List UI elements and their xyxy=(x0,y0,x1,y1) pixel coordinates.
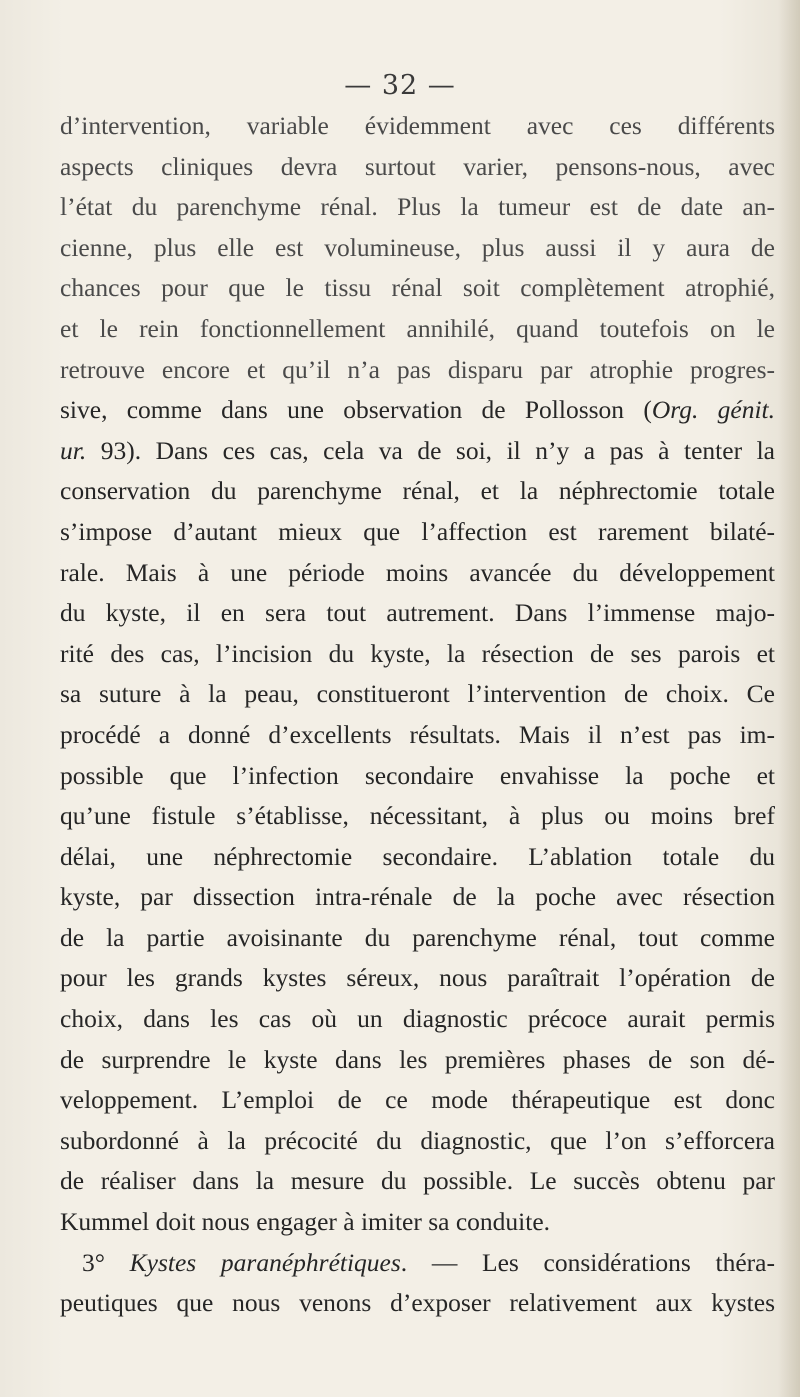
text-line: aspects cliniques devra surtout varier, pensons-nous, avec xyxy=(60,151,775,181)
text-line: subordonné à la précocité du diagnostic, que l’on s’efforcera xyxy=(60,1125,775,1155)
citation-italic: Org. génit. xyxy=(651,395,775,425)
text-line: sa suture à la peau, constitueront l’intervention de choix. Ce xyxy=(60,679,775,709)
text-line: chances pour que le tissu rénal soit complètement atrophié, xyxy=(60,273,775,303)
text-line: s’impose d’autant mieux que l’affection est rarement bilaté- xyxy=(60,516,775,546)
text-line: conservation du parenchyme rénal, et la néphrectomie totale xyxy=(60,476,775,506)
text-line: de réaliser dans la mesure du possible. Le succès obtenu par xyxy=(60,1166,775,1196)
page-edge-shadow xyxy=(778,0,800,1397)
text-line: pour les grands kystes séreux, nous paraîtrait l’opération de xyxy=(60,963,775,993)
text-line: et le rein fonctionnellement annihilé, quand toutefois on le xyxy=(60,313,775,343)
text-line: de la partie avoisinante du parenchyme rénal, tout comme xyxy=(60,922,775,952)
text-line: l’état du parenchyme rénal. Plus la tumeur est de date an- xyxy=(60,192,775,222)
text-line: délai, une néphrectomie secondaire. L’ablation totale du xyxy=(60,841,775,871)
text-line: Kummel doit nous engager à imiter sa conduite. xyxy=(60,1207,551,1237)
text-line: rale. Mais à une période moins avancée du développement xyxy=(60,557,775,587)
text-line: sive, comme dans une observation de Pollosson (Org. génit. xyxy=(60,395,775,425)
text-line: possible que l’infection secondaire envahisse la poche et xyxy=(60,760,775,790)
text-line: veloppement. L’emploi de ce mode thérapeutique est donc xyxy=(60,1085,775,1115)
text-line: qu’une fistule s’établisse, nécessitant, à plus ou moins bref xyxy=(60,801,775,831)
body-text xyxy=(60,106,775,1324)
text-line: du kyste, il en sera tout autrement. Dans l’immense majo- xyxy=(60,598,775,628)
text-line: procédé a donné d’excellents résultats. Mais il n’est pas im- xyxy=(60,719,775,749)
text-line: ur. 93). Dans ces cas, cela va de soi, il n’y a pas à tenter la xyxy=(60,435,775,465)
citation-italic: ur. xyxy=(60,435,87,465)
text-line: d’intervention, variable évidemment avec ces différents xyxy=(60,111,775,140)
text-line: kyste, par dissection intra-rénale de la poche avec résection xyxy=(60,882,775,912)
text-line: choix, dans les cas où un diagnostic précoce aurait permis xyxy=(60,1004,775,1034)
text-line: peutiques que nous venons d’exposer relativement aux kystes xyxy=(60,1288,775,1318)
page-number: — 32 — xyxy=(344,70,456,101)
text-line: rité des cas, l’incision du kyste, la résection de ses parois et xyxy=(60,638,775,668)
text-line: de surprendre le kyste dans les premières phases de son dé- xyxy=(60,1044,775,1074)
text-line: retrouve encore et qu’il n’a pas disparu par atrophie progres- xyxy=(60,354,775,384)
section-title-italic: Kystes paranéphrétiques xyxy=(129,1247,401,1277)
text-line: cienne, plus elle est volumineuse, plus aussi il y aura de xyxy=(60,232,775,262)
section-heading-line: 3° Kystes paranéphrétiques. — Les considérations théra- xyxy=(82,1247,775,1277)
